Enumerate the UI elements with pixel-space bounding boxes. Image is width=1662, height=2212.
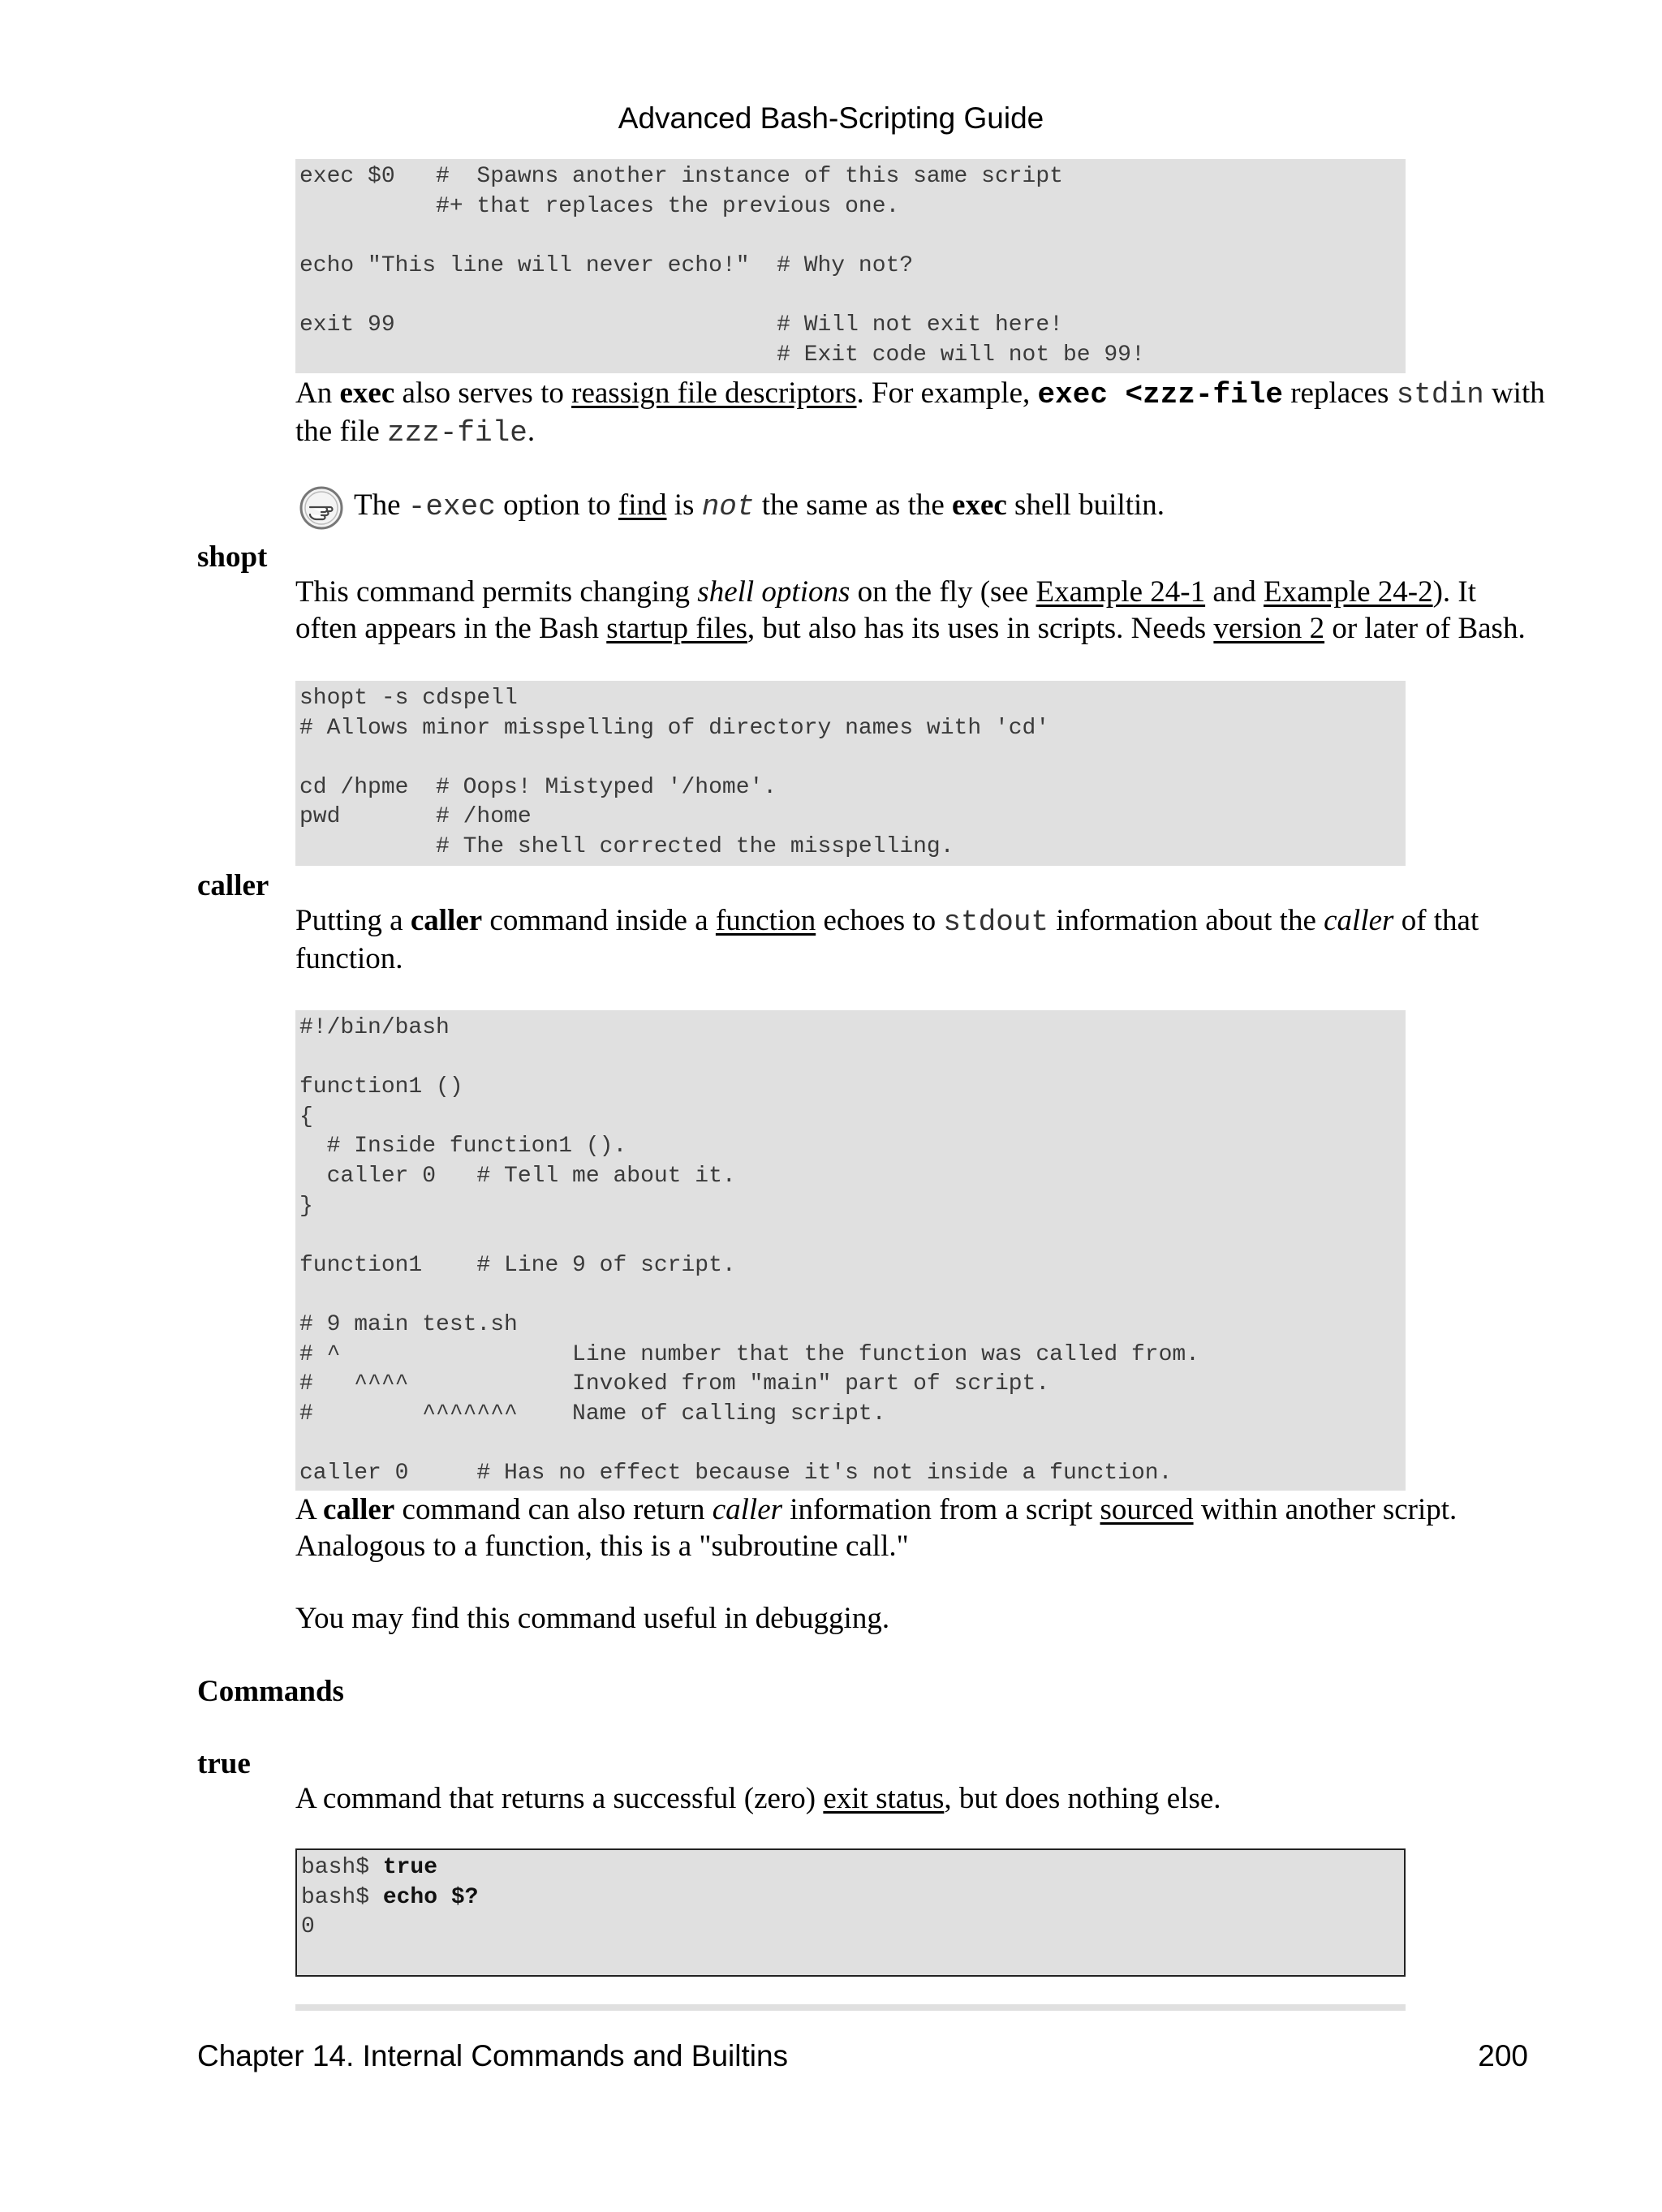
caller-code-block: #!/bin/bash function1 () { # Inside function1 (). caller 0 # Tell me about it. } function1 # Line 9 of script. # 9 main test.sh # ^ Line number that the function was called from. # ^^^^ Invoked from "main" part of script. # ^^^^^^^ Name of calling script. caller 0 # Has no effect because it's not inside a function. <box>295 1010 1406 1491</box>
function-link[interactable]: function <box>715 904 816 937</box>
startup-files-link[interactable]: startup files <box>606 611 747 645</box>
page-header-title: Advanced Bash-Scripting Guide <box>618 101 1044 135</box>
example-24-2-link[interactable]: Example 24-2 <box>1264 575 1433 609</box>
caller-description: Putting a caller command inside a function echoes to stdout information about the caller of that function. <box>295 904 1479 975</box>
caller-term: caller <box>197 869 269 902</box>
example-24-1-link[interactable]: Example 24-1 <box>1036 575 1206 609</box>
exec-paragraph: An exec also serves to reassign file descriptors. For example, exec <zzz-file replaces stdin with the file zzz-file. <box>295 377 1545 450</box>
shopt-code-block: shopt -s cdspell # Allows minor misspelling of directory names with 'cd' cd /hpme # Oops! Mistyped '/home'. pwd # /home # The shell corrected the misspelling. <box>295 681 1406 866</box>
shopt-term: shopt <box>197 540 268 574</box>
find-link[interactable]: find <box>618 488 667 522</box>
exit-status-link[interactable]: exit status <box>823 1782 945 1815</box>
true-description: A command that returns a successful (zero) exit status, but does nothing else. <box>295 1782 1221 1815</box>
caller-debugging-paragraph: You may find this command useful in debugging. <box>295 1602 890 1635</box>
commands-heading: Commands <box>197 1675 344 1708</box>
exec-code-block: exec $0 # Spawns another instance of this same script #+ that replaces the previous one. echo "This line will never echo!" # Why not? exit 99 # Will not exit here! # Exit code will not be 99! <box>295 159 1406 373</box>
sourced-link[interactable]: sourced <box>1100 1493 1194 1526</box>
footer-page-number: 200 <box>1478 2039 1528 2072</box>
section-divider <box>295 2004 1406 2011</box>
version-2-link[interactable]: version 2 <box>1213 611 1325 645</box>
pointing-hand-note-icon <box>299 485 344 531</box>
true-screen-block: bash$ true bash$ echo $? 0 <box>295 1848 1406 1977</box>
true-term: true <box>197 1747 251 1780</box>
shopt-description: This command permits changing shell options on the fly (see Example 24-1 and Example 24-2). It often appears in the Bash startup files, but also has its uses in scripts. Needs version 2 or later of Bash. <box>295 575 1526 645</box>
caller-sourced-paragraph: A caller command can also return caller information from a script sourced within another script. Analogous to a function, this is a "subroutine call." <box>295 1493 1457 1563</box>
footer-chapter-title: Chapter 14. Internal Commands and Builtins <box>197 2039 789 2072</box>
reassign-file-descriptors-link[interactable]: reassign file descriptors <box>571 377 857 410</box>
exec-note: The -exec option to find is not the same as the exec shell builtin. <box>354 488 1165 523</box>
